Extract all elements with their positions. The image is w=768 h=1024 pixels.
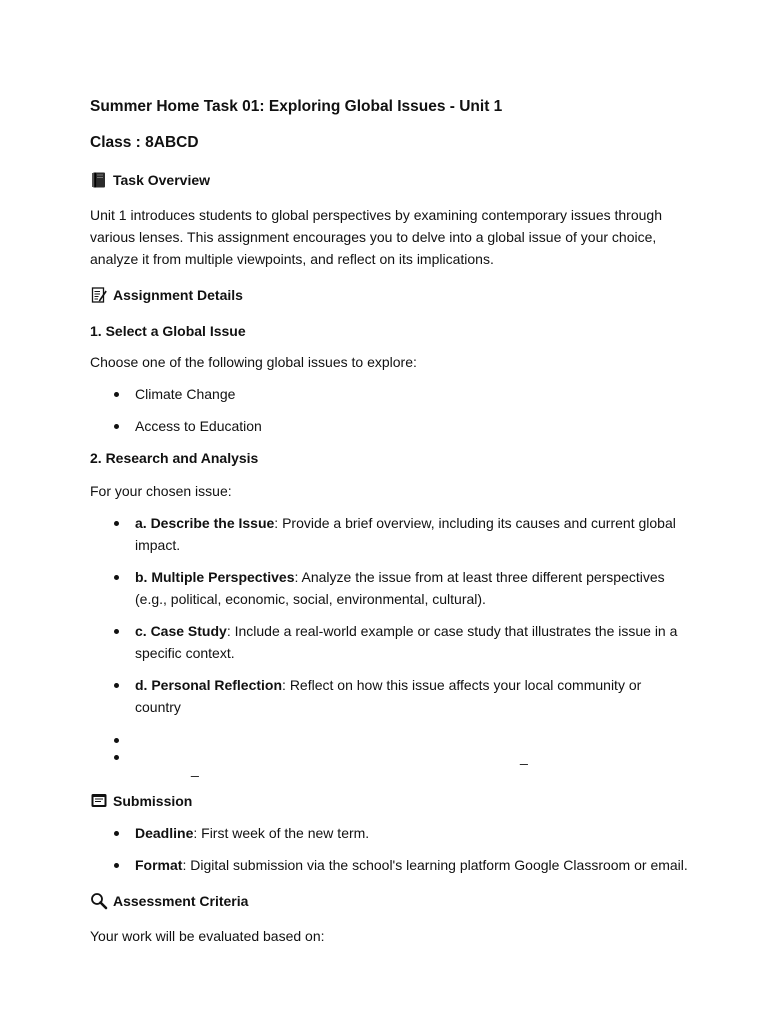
class-label: Class : 8ABCD	[90, 134, 199, 151]
book-icon	[90, 171, 108, 189]
item-label: d. Personal Reflection	[135, 677, 283, 693]
list-item: Access to Education	[90, 415, 690, 437]
step-2-intro: For your chosen issue:	[90, 483, 232, 499]
section-heading: Assignment Details	[113, 287, 243, 303]
submission-list	[90, 822, 690, 876]
item-label: c. Case Study	[135, 623, 227, 639]
item-label: a. Describe the Issue	[135, 515, 275, 531]
list-item	[90, 512, 690, 556]
list-item	[90, 674, 690, 718]
section-submission	[90, 786, 690, 816]
item-label: Deadline	[135, 825, 194, 841]
section-heading: Assessment Criteria	[113, 893, 249, 909]
item-text: : First week of the new term.	[193, 825, 370, 841]
list-item: Climate Change	[90, 383, 690, 405]
document-title: Summer Home Task 01: Exploring Global Issues - Unit 1	[90, 98, 503, 115]
section-assessment-criteria	[90, 886, 690, 916]
section-heading: Submission	[113, 793, 193, 809]
list-item-empty	[90, 749, 690, 777]
step-1-heading: 1. Select a Global Issue	[90, 323, 246, 339]
list-item	[90, 854, 690, 876]
list-item	[90, 620, 690, 664]
item-text: : Reflect on how this issue affects your local community or country	[135, 677, 642, 715]
step-2-heading: 2. Research and Analysis	[90, 450, 259, 466]
stray-mark: _	[191, 761, 199, 777]
list-item	[90, 566, 690, 610]
item-text: : Provide a brief overview, including its causes and current global impact.	[135, 515, 676, 553]
list-item	[90, 822, 690, 844]
item-text: : Analyze the issue from at least three different perspectives (e.g., political, economic, social, environmental, cultural).	[135, 569, 665, 607]
step-1-intro: Choose one of the following global issues to explore:	[90, 354, 417, 370]
research-items-list	[90, 512, 690, 718]
issue-options-list	[90, 383, 690, 437]
item-label: b. Multiple Perspectives	[135, 569, 295, 585]
list-item-empty	[90, 732, 690, 749]
magnifier-icon	[90, 892, 108, 910]
section-heading: Task Overview	[113, 172, 211, 188]
empty-bullets-list	[90, 732, 690, 777]
memo-icon	[90, 286, 108, 304]
item-label: Format	[135, 857, 183, 873]
item-text: : Include a real-world example or case study that illustrates the issue in a specific context.	[135, 623, 678, 661]
document-body	[90, 88, 690, 947]
section-assignment-details	[90, 280, 690, 310]
item-text: : Digital submission via the school's learning platform Google Classroom or email.	[182, 857, 688, 873]
stray-mark: _	[520, 749, 528, 765]
screen-icon	[90, 792, 108, 810]
section-task-overview	[90, 165, 690, 195]
assessment-intro: Your work will be evaluated based on:	[90, 928, 325, 944]
task-overview-text: Unit 1 introduces students to global perspectives by examining contemporary issues through various lenses. This assignment encourages you to delve into a global issue of your choice, analyze it from multiple viewpoints, and reflect on its implications.	[90, 207, 662, 267]
